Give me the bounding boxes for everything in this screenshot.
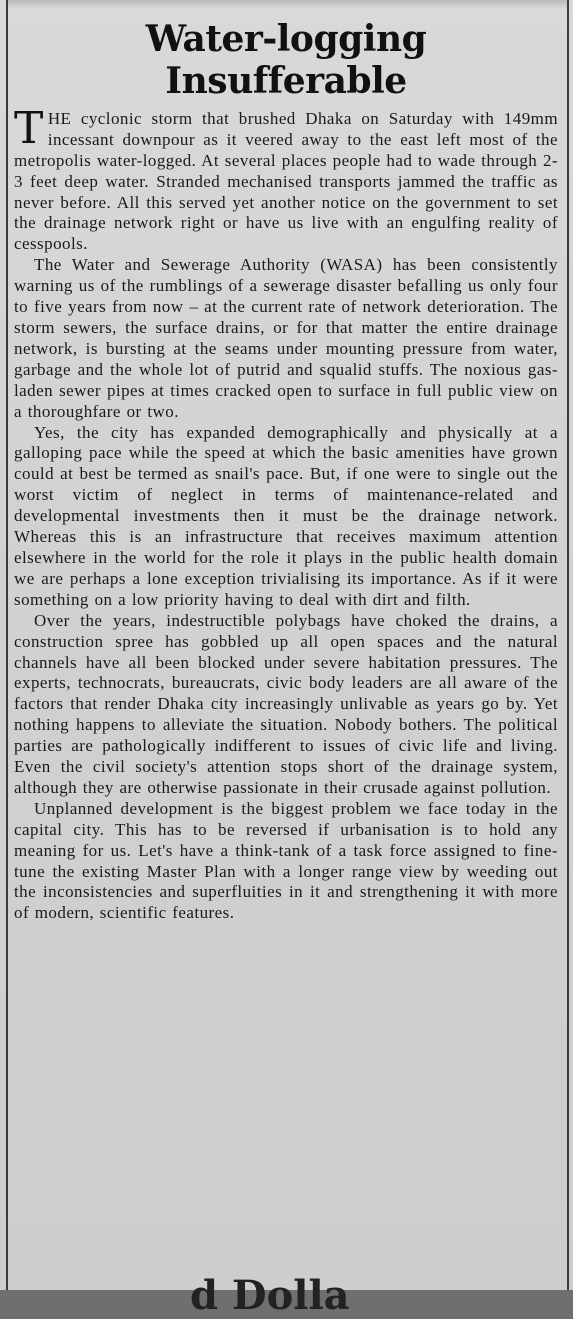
right-column-rule: [567, 0, 569, 1290]
left-column-rule: [6, 0, 8, 1290]
editorial-article: [14, 18, 558, 924]
top-margin-strip: [8, 0, 567, 8]
article-paragraph-5: Unplanned development is the biggest problem we face today in the capital city. This has to be reversed if urbanisation is to hold any meaning for us. Let's have a think-tank of a task force assigned to fine-tune the existing Master Plan with a longer range view by weeding out the inconsistencies and superfluities in it and strengthening it with more of modern, scientific features.: [14, 798, 558, 923]
article-paragraph-1: [14, 102, 558, 255]
drop-cap: T: [14, 102, 44, 154]
article-paragraph-2: The Water and Sewerage Authority (WASA) has been consistently warning us of the rumblings of a sewerage disaster befalling us only four to five years from now – at the current rate of network deterioration. The storm sewers, the surface drains, or for that matter the entire drainage network, is bursting at the seams under mounting pressure from water, garbage and the whole lot of putrid and squalid stuffs. The noxious gas-laden sewer pipes at times cracked open to surface in full public view on a thoroughfare or two.: [14, 255, 558, 421]
next-article-headline-partial: d Dolla: [190, 1272, 350, 1319]
article-paragraph-3: Yes, the city has expanded demographically and physically at a galloping pace while the speed at which the basic amenities have grown could at best be termed as snail's pace. But, if one were to single out the worst victim of neglect in terms of maintenance-related and developmental investments then it must be the drainage network. Whereas this is an infrastructure that receives maximum attention elsewhere in the world for the role it plays in the public health domain we are perhaps a lone exception trivialising its importance. As if it were something on a low priority having to deal with dirt and filth.: [14, 422, 558, 609]
article-body: [14, 102, 558, 924]
lead-in-caps: HE: [47, 108, 72, 128]
paragraph-1-text: cyclonic storm that brushed Dhaka on Saturday with 149mm incessant downpour as it veered away to the east left most of the metropolis water-logged. At several places people had to wade through 2-3 feet deep water. Stranded mechanised transports jammed the traffic as never before. All this served yet another notice on the government to set the drainage network right or have us live with an engulfing reality of cesspools.: [14, 108, 558, 254]
article-headline: [14, 18, 558, 103]
article-paragraph-4: Over the years, indestructible polybags have choked the drains, a construction spree has gobbled up all open spaces and the natural channels have all been blocked under severe habitation pressures. The experts, technocrats, bureaucrats, civic body leaders are all aware of the factors that render Dhaka city increasingly unlivable as years go by. Yet nothing happens to alleviate the situation. Nobody bothers. The political parties are pathologically indifferent to issues of civic life and living. Even the civil society's attention stops short of the drainage system, although they are otherwise passionate in their crusade against pollution.: [14, 610, 558, 797]
headline-line-2: Insufferable: [165, 60, 407, 103]
headline-line-1: Water-logging: [145, 18, 427, 60]
